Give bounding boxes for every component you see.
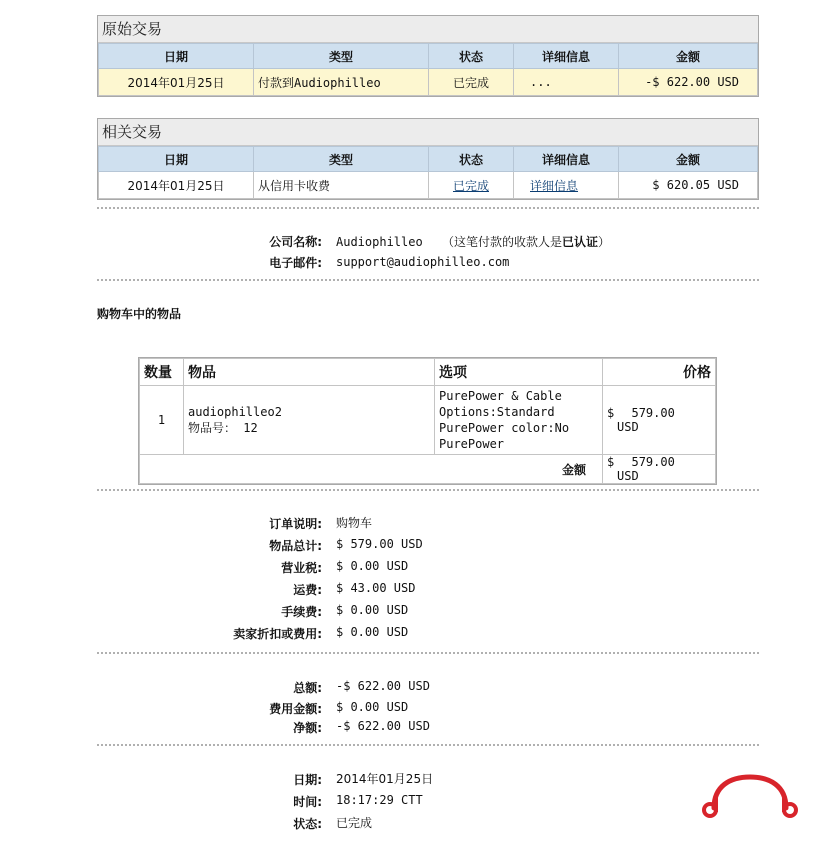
row-amount: -$ 622.00 USD: [619, 69, 758, 96]
subtotal-value: $ 579.00 USD: [336, 537, 423, 551]
option-line: Options:Standard: [439, 405, 555, 419]
tax-label: 营业税:: [281, 561, 322, 575]
item-cell: [184, 386, 435, 455]
original-header-row: [99, 44, 758, 69]
order-desc-label: 订单说明:: [269, 517, 322, 531]
col-amount: 金额: [619, 147, 758, 172]
verified-badge: 已认证: [561, 235, 598, 249]
price-amount: 579.00: [631, 406, 675, 420]
table-row: [99, 69, 758, 96]
fee-label: 费用金额:: [269, 702, 322, 716]
col-date: 日期: [99, 147, 254, 172]
row-type: 从信用卡收费: [254, 172, 429, 199]
col-details: 详细信息: [514, 44, 619, 69]
divider: [97, 489, 759, 491]
original-transaction-panel: [97, 15, 759, 97]
row-details: ...: [514, 69, 619, 96]
total-unit: USD: [617, 469, 639, 483]
details-link[interactable]: 详细信息: [530, 178, 579, 193]
headphones-logo-icon: [700, 774, 800, 820]
divider: [97, 652, 759, 654]
company-note-pre: （这笔付款的收款人是: [441, 235, 562, 249]
col-amount: 金额: [619, 44, 758, 69]
divider: [97, 744, 759, 746]
company-value: [336, 233, 610, 250]
col-status: 状态: [429, 44, 514, 69]
price-currency: $: [607, 406, 615, 420]
shipping-value: $ 43.00 USD: [336, 581, 416, 595]
status-value: 已完成: [336, 816, 373, 830]
company-name: Audiophilleo: [336, 235, 423, 249]
option-line: PurePower: [439, 437, 505, 451]
item-options: [435, 386, 603, 455]
item-qty: 1: [140, 386, 184, 455]
total-amount: 579.00: [631, 455, 675, 469]
related-transaction-panel: [97, 118, 759, 200]
row-date: 2014年01月25日: [99, 172, 254, 199]
col-options: 选项: [435, 359, 603, 386]
tax-value: $ 0.00 USD: [336, 559, 409, 573]
item-number-label: 物品号：: [188, 420, 237, 435]
cart-header-row: [140, 359, 716, 386]
option-line: PurePower & Cable: [439, 389, 562, 403]
company-label: 公司名称:: [269, 235, 322, 249]
col-type: 类型: [254, 147, 429, 172]
row-date: 2014年01月25日: [99, 69, 254, 96]
col-details: 详细信息: [514, 147, 619, 172]
fee-value: $ 0.00 USD: [336, 700, 409, 714]
table-row: [99, 172, 758, 199]
cart-total-value: [603, 455, 716, 484]
gross-label: 总额:: [293, 681, 322, 695]
price-unit: USD: [617, 420, 639, 434]
col-date: 日期: [99, 44, 254, 69]
order-desc-value: 购物车: [336, 516, 373, 530]
row-type: 付款到Audiophilleo: [254, 69, 429, 96]
divider: [97, 279, 759, 281]
handling-value: $ 0.00 USD: [336, 603, 409, 617]
row-amount: $ 620.05 USD: [619, 172, 758, 199]
status-label: 状态:: [293, 817, 322, 831]
col-status: 状态: [429, 147, 514, 172]
shipping-label: 运费:: [293, 583, 322, 597]
discount-value: $ 0.00 USD: [336, 625, 409, 639]
col-type: 类型: [254, 44, 429, 69]
row-status: 已完成: [429, 69, 514, 96]
table-row: [140, 386, 716, 455]
handling-label: 手续费:: [281, 605, 322, 619]
subtotal-label: 物品总计:: [269, 539, 322, 553]
total-currency: $: [607, 455, 615, 469]
cart-total-row: [140, 455, 716, 484]
status-link[interactable]: 已完成: [452, 178, 489, 193]
item-name: audiophilleo2: [188, 404, 282, 419]
option-line: PurePower color:No: [439, 421, 570, 435]
cart-section-title: 购物车中的物品: [97, 307, 182, 321]
time-label: 时间:: [293, 795, 322, 809]
gross-value: -$ 622.00 USD: [336, 679, 430, 693]
related-header-row: [99, 147, 758, 172]
date-label: 日期:: [293, 773, 322, 787]
cart-table: [138, 357, 717, 485]
discount-label: 卖家折扣或费用:: [233, 627, 322, 641]
col-item: 物品: [184, 359, 435, 386]
cart-total-label: 金额: [140, 455, 603, 484]
net-value: -$ 622.00 USD: [336, 719, 430, 733]
time-value: 18:17:29 CTT: [336, 793, 423, 807]
item-number: 12: [243, 420, 258, 435]
email-value: support@audiophilleo.com: [336, 255, 510, 269]
date-value: 2014年01月25日: [336, 772, 434, 786]
original-transaction-title: 原始交易: [98, 16, 758, 43]
net-label: 净额:: [293, 721, 322, 735]
col-price: 价格: [603, 359, 716, 386]
col-qty: 数量: [140, 359, 184, 386]
divider: [97, 207, 759, 209]
company-note-post: ）: [597, 235, 610, 249]
email-label: 电子邮件:: [269, 256, 322, 270]
item-price: [603, 386, 716, 455]
related-transaction-title: 相关交易: [98, 119, 758, 146]
